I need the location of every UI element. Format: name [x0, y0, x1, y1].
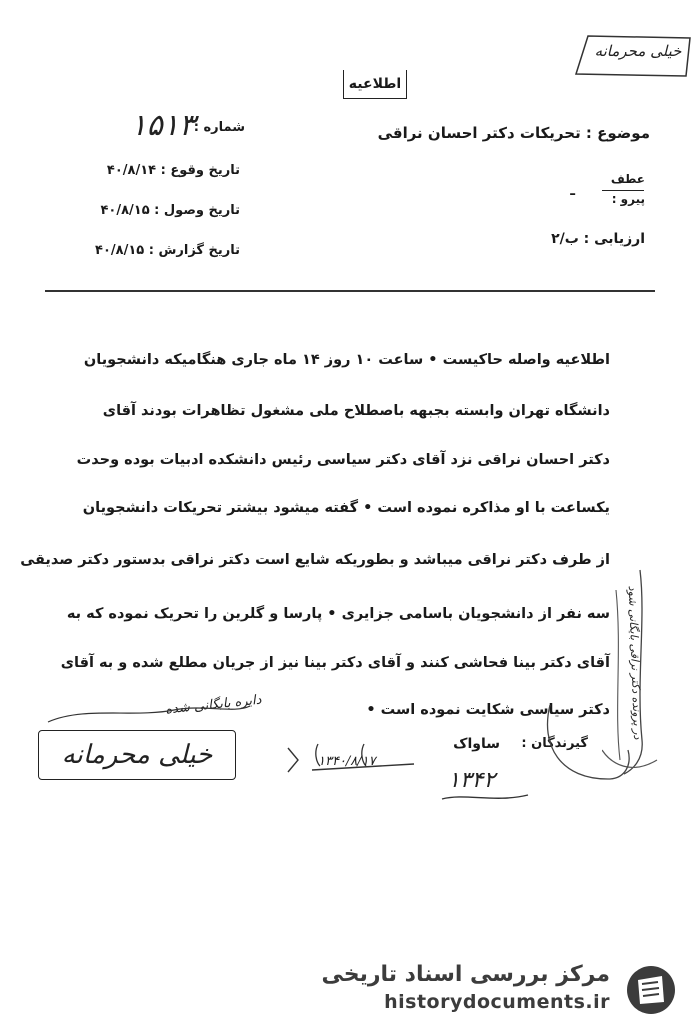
body-line-1: اطلاعیه واصله حاکیست • ساعت ۱۰ روز ۱۴ ماه جاری هنگامیکه دانشجویان	[83, 352, 610, 368]
stamp-top-text: دایره بایگانی شده	[164, 692, 263, 718]
body-line-7: آقای دکتر بینا فحاشی کنند و آقای دکتر بینا نیز از جریان مطلع شده و به آقای	[60, 655, 610, 671]
peyro-label: پیرو :	[611, 192, 645, 206]
handwritten-date: ۱۳۴۰/۸/۱۷	[318, 754, 376, 769]
recipients-label: گیرندگان :	[521, 736, 588, 751]
report-date: تاریخ گزارش : ۴۰/۸/۱۵	[95, 243, 240, 258]
confidential-stamp	[38, 730, 236, 780]
atf-underline	[602, 190, 644, 191]
corner-stamp	[568, 30, 694, 80]
body-line-2: دانشگاه تهران وابسته بجبهه باصطلاح ملی مشغول تظاهرات بودند آقای	[102, 403, 610, 419]
footer-org-name: مرکز بررسی اسناد تاریخی	[321, 962, 610, 987]
recipients-value: ساواک	[453, 736, 500, 752]
stamp-scribble	[44, 700, 254, 726]
footer-url[interactable]: historydocuments.ir	[384, 991, 610, 1013]
evaluation-field: ارزیابی : ب/۲	[551, 231, 645, 247]
atf-label: عطف	[610, 172, 645, 186]
margin-note-text: در پرونده دکتر نراقی بایگانی شود	[625, 585, 645, 740]
body-line-5: از طرف دکتر نراقی میباشد و بطوریکه شایع است دکتر نراقی بدستور دکتر صدیقی	[20, 552, 610, 568]
body-line-3: دکتر احسان نراقی نزد آقای دکتر سیاسی رئیس دانشکده ادبیات بوده وحدت	[76, 452, 610, 468]
signature-underline	[440, 788, 530, 800]
signature: ۱۳۴۲	[448, 768, 496, 793]
corner-stamp-text: خیلی محرمانه	[594, 42, 682, 60]
number-label: شماره :	[193, 120, 245, 135]
confidential-stamp-text: خیلی محرمانه	[61, 740, 213, 770]
margin-arc	[540, 695, 635, 785]
document-title: اطلاعیه	[343, 70, 407, 99]
receipt-date: تاریخ وصول : ۴۰/۸/۱۵	[100, 203, 240, 218]
number-value: ۱۵۱۳	[130, 108, 195, 143]
archive-logo-icon	[622, 964, 680, 1016]
body-line-4: یکساعت با او مذاکره نموده است • گفته میشود بیشتر تحریکات دانشجویان	[82, 500, 610, 516]
body-line-6: سه نفر از دانشجویان باسامی جزایری • پارسا و گلرین را تحریک نموده که به	[66, 606, 610, 622]
body-line-8: دکتر سیاسی شکایت نموده است •	[366, 702, 610, 718]
peyro-value: ـ	[570, 183, 575, 199]
subject-field: موضوع : تحریکات دکتر احسان نراقی	[377, 124, 650, 142]
occurrence-date: تاریخ وقوع : ۴۰/۸/۱۴	[106, 163, 240, 178]
header-divider	[45, 290, 655, 292]
